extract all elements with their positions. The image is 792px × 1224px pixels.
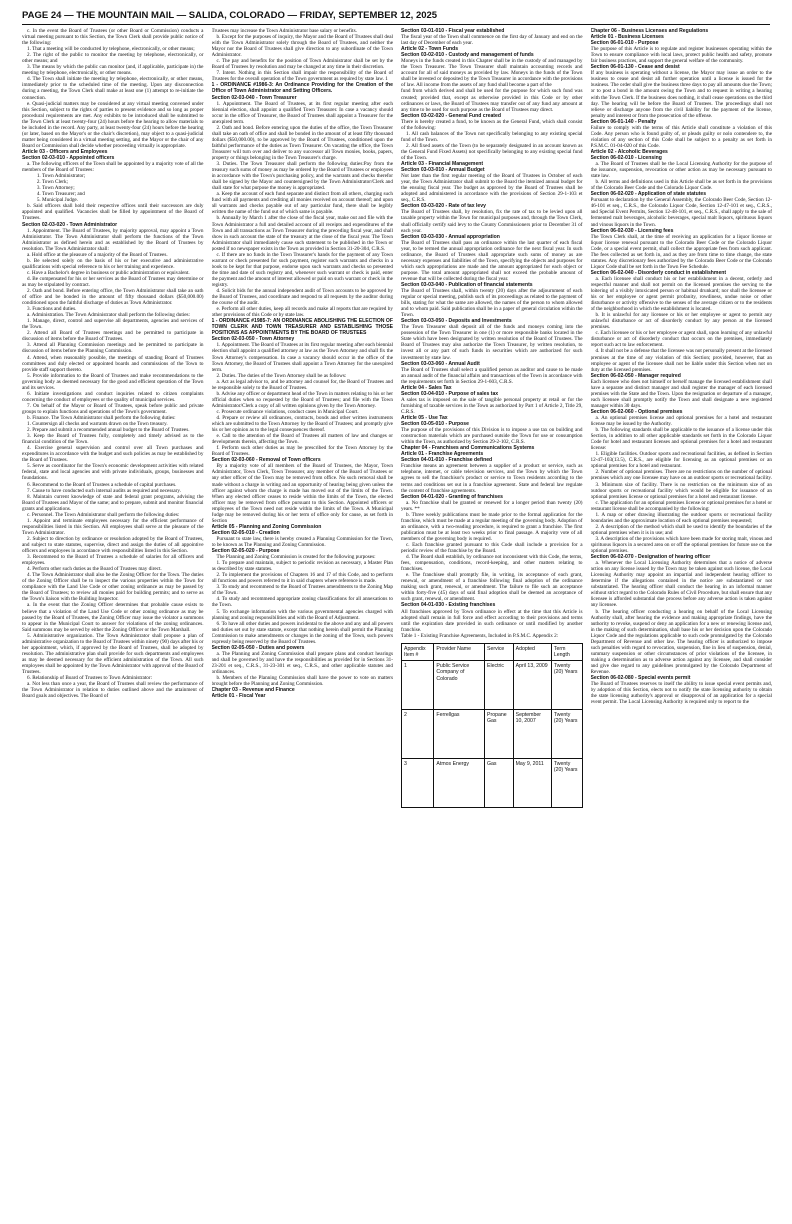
section-heading: Section 03-02-010 - Custody and management of funds [401, 52, 534, 59]
paragraph: 4. The Town Administrator shall also be the Zoning Officer for the Town. The duties of the Zoning Officer shall be to inspect the various properties within the Town for compliance with the Land Use Code or other zoning ordinance as may be passed by the Board of Trustees; to review all monies paid for building permits; and to serve as the Town's liaison with the Building Inspector. [22, 572, 204, 603]
paragraph: 5. Provide information to the Board of Trustees and make recommendations to the governing body as deemed necessary for the good and efficient operation of the Town and its services. [22, 372, 204, 391]
paragraph: 3. The means by which the public can monitor (and, if applicable, participate in) the meeting by telephone, electronically, or other means. [22, 64, 204, 77]
paragraph: 3. To study and recommend to the Board of Trustees amendments to the Zoning Map of the Town. [211, 584, 393, 597]
paragraph: d. The Board shall establish, by ordinance not inconsistent with this Code, the terms, fees, compensation, conditions, record-keeping, and other matters relating to franchises. [401, 554, 583, 573]
table-cell: September 10, 2007 [513, 710, 551, 759]
paragraph: c. Each franchise granted pursuant to this Code shall include a provision for a periodic review of the franchise by the Board. [401, 541, 583, 555]
table-header-cell: Provider Name [434, 643, 485, 660]
table-header-cell: Service [485, 643, 514, 660]
paragraph: a. Keep the account of each fund separate and distinct from all others, charging such fund with all payments and crediting all monies received on account thereof; and upon all warrants and checks payable out of any particular fund, there shall be legibly written the name of the fund out of which same is payable. [211, 191, 393, 216]
section-heading: Section 02-03-010 - Appointed officers [22, 154, 115, 161]
table-header-cell: Adopted [513, 643, 551, 660]
section-heading: Section 06-02-040 - Disorderly conduct in establishment [590, 269, 727, 276]
paragraph: 8. Maintain current knowledge of state and federal grant programs, advising the Board of Trustees and Mayor of the same; and to prepare, submit and monitor financial grants and applications. [22, 493, 204, 512]
paragraph: e. Perform all other duties, keep all records and make all reports that are required by other provisions of this Code or by state law. [211, 306, 393, 319]
article-heading: Article 05 - Planning and Zoning Commission [211, 523, 322, 530]
paragraph: 2. Prepare and submit a recommended annual budget to the Board of Trustees. [27, 427, 190, 434]
paragraph: 6. Initiate investigations and conduct inquiries related to citizen complaints concerning the conduct of employees or the quality of municipal services. [22, 390, 204, 403]
section-heading: Section 06-01-140 - Penalty [590, 118, 657, 125]
paragraph: 1. All cash balances of the Town not specifically belonging to any existing special fund of the Town. [401, 130, 583, 143]
paragraph: e. Call to the attention of the Board of Trustees all matters of law and changes or developments therein, affecting the Town. [211, 433, 393, 446]
paragraph: 2. All fixed assets of the Town (to be separately designated in an account known as the General Fund Fixed Assets) not specifically belonging to any existing special fund of the Town. [401, 142, 583, 161]
paragraph: The Town Treasurer shall deposit all of the funds and moneys coming into the possession of the Town Treasurer in one (1) or more responsible banks located in the State which have been designated by written resolution of the Board of Trustees. The Board of Trustees may also authorize the Town Treasurer, by written resolution, to invest all or any part of such funds in securities which are authorized for such investment by state law. [401, 324, 583, 361]
paragraph: a. No franchise shall be granted or renewed for a longer period than twenty (20) years. ** [401, 499, 583, 512]
column-4 [591, 28, 773, 1216]
paragraph: 4. Attend, when reasonably possible, the meetings of standing Board of Trustees committees and duly elected or appointed boards and commissions of the Town to provide staff support thereto. [22, 354, 204, 373]
paragraph: a. Whenever the Local Licensing Authority determines that a notice of adverse action on any license issued by the Town may be taken against such license, the Local Licensing Authority may appoint an impartial and independent hearing officer to determine if the allegations contained in the notice are substantiated or not substantiated. The hearing officer shall conduct the hearing in an informal manner without strict regard to the Colorado Rules of Civil Procedure, but shall ensure that any licensee is afforded substantial due process before any adverse action is taken against any licensee. [590, 560, 772, 609]
paragraph: The purpose of this Article is to regulate and register businesses operating within the Town to ensure compliance with local laws, protect public health and safety, promote fair business practices, and support the general welfare of the community. [590, 46, 772, 65]
list-item: 5. Municipal Judge. [42, 197, 204, 203]
paragraph: Failure to comply with the terms of this Article shall constitute a violation of this Code. Any person who is found guilty of, or pleads guilty or nolo contendere to, the violation of any section of this Code shall be subject to a penalty as set forth in P.S.M.C. 01-04-020 of this Code. [590, 124, 772, 149]
section-heading: Section 06-01-130 - Cease and desist [590, 64, 680, 71]
table-cell: Atmos Energy [434, 759, 485, 808]
paragraph: If any business is operating without a license, the Mayor may issue an order to the business to cease and desist all further operation until a license is issued for the business. The order shall give the business three days to pay all amounts due the Town; or to post a bond in the amount owing the Town and to request in writing a hearing with the Town Clerk. If the business does nothing, it shall cease operations on the third day. The hearing will be before the Board of Trustees. The proceedings shall not relieve or discharge anyone from the civil liability for the payment of the license, penalty and interest or from the prosecution of the offense. [590, 70, 772, 119]
paragraph: 3. Functions and duties. [27, 306, 77, 313]
page-header: PAGE 24 — THE MOUNTAIN MAIL — SALIDA, COLORADO — FRIDAY, SEPTEMBER 12, 2025 [22, 8, 770, 25]
table-cell: May 9, 2011 [513, 759, 551, 808]
paragraph: 2. Attend all Board of Trustees meetings and be permitted to participate in discussion of items before the Board of Trustees. [22, 330, 204, 343]
paragraph: Trustees may increase the Town Administrator base salary or benefits. [211, 28, 357, 34]
chapter-heading: Chapter 03 - Revenue and Finance [211, 687, 295, 694]
section-heading: Section 06-02-070 - Designation of hearing officer [590, 554, 711, 561]
paragraph: 4. Exercise general supervision and control over all Town purchases and expenditures in accordance with the budget and such policies as may be established by the Board of Trustees. [22, 445, 204, 464]
officer-list [22, 173, 204, 203]
article-heading: Article 03 - Officers and Employees [22, 148, 108, 155]
table-caption: Table 1 - Existing Franchise Agreements, Included in P.S.M.C. Appendix 2: [401, 632, 559, 639]
paragraph: 1. Countersign all checks and warrants drawn on the Town treasury. [27, 421, 168, 428]
paragraph: e. Quasi-judicial matters may be considered at any virtual meeting convened under this Section, subject to the rights of parties to present evidence and so long as proper procedural requirements are met. Any exhibits to be introduced shall be submitted to the Town Clerk at least twenty-four (24) hours before the hearing to allow materials to be included in the record. Any party, at least twenty-four (24) hours before the hearing (or later, based on the Mayor's or the chair's discretion), may object to a quasi-judicial matter being considered in a virtual meeting setting, and the Mayor or the chair of any Board or Commission shall decide whether proceeding virtually is appropriate. [22, 100, 204, 149]
section-heading: Section 03-04-010 - Purpose of sales tax [401, 390, 499, 397]
table-cell: Twenty (20) Years [551, 759, 582, 808]
paragraph: b. All terms and definitions used in this Article shall be as set forth in the provisions of the Colorado Beer Code and the Colorado Liquor Code. [590, 179, 772, 192]
table-header-row [402, 643, 583, 660]
franchise-table [401, 643, 583, 808]
paragraph: 2. The right of the public to monitor the meeting by telephone, electronically, or other means; and [22, 52, 204, 65]
section-heading: Section 02-03-060 - Removal of Town officers [211, 457, 321, 464]
section-heading: Section 03-03-020 - Rate of tax levy [401, 203, 486, 210]
table-header-cell: Appendix Item # [402, 643, 434, 660]
paragraph: 1. That a meeting will be conducted by telephone, electronically, or other means; [27, 46, 195, 53]
paragraph: a. The Planning and Zoning Commission shall prepare plans and conduct hearings and shall be governed by and have the responsibilities as provided for in Sections 31-23-201 et seq., C.R.S., 31-23-301 et seq., C.R.S., and other applicable statutes and ordinances. [211, 650, 393, 675]
paragraph: a. An optional premises license and optional premises for a hotel and restaurant license may be issued by the Authority. [590, 415, 772, 428]
paragraph: Franchise means an agreement between a supplier of a product or service, such as telephone, internet, or cable television services, and the Town by which the Town agrees to sell the franchisor's product or service to Town residents according to the terms and conditions set out in a franchise agreement. State and federal law regulate the content of franchise agreements. [401, 463, 583, 494]
paragraph: 2. Oath and bond. Before entering upon the duties of the office, the Town Treasurer shall take an oath of office and shall be bonded in the amount of at least fifty thousand dollars ($50,000.00), to be approved by the Board of Trustees, conditioned upon the faithful performance of the duties as Town Treasurer. On vacating the office, the Town Treasurer will turn over and deliver to any successor all Town monies, books, papers, property or things belonging in the Town Treasurer's charge. [211, 124, 393, 161]
section-heading: Section 02-05-010 - Creation [211, 529, 280, 536]
table-cell: 2 [402, 710, 434, 759]
paragraph: c. Prosecute ordinance violations, conduct cases in Municipal Court. [216, 408, 359, 415]
paragraph: 3. A description of the provisions which have been made for storing malt, vinous and spirituous liquors in a secured area on or off the optional premises for future use on the optional premises. [590, 535, 772, 555]
article-heading: Article 03 - Financial Management [401, 161, 484, 168]
paragraph: e. The franchisee shall promptly file, in writing, its acceptance of each grant, renewal, or amendment of a franchise following final adoption of the ordinance making such grant, renewal, or amendment. The failure to file such an acceptance within forty-five (45) days of said final adoption shall be deemed an acceptance of such grant, renewal, or amendment. [401, 572, 583, 603]
paragraph: 2. A description of the method which shall be used to identify the boundaries of the optional premises when it is in use; and [590, 523, 772, 536]
paragraph: Moneys in the funds created in this Chapter shall be in the custody of and managed by the Town Treasurer. The Town Treasurer shall maintain accounting records and account for all of said moneys as provided by law. Moneys in the funds of the Town shall be invested or deposited by the Town Treasurer in accordance with the provisions of law. All income from the assets of any fund shall become a part of the [401, 58, 583, 89]
paragraph: 7. Cause to have conducted such internal audits as required and necessary. [27, 487, 181, 494]
paragraph: The fiscal year of the Town shall commence on the first day of January and end on the last day of December of each year. [401, 34, 583, 47]
paragraph: b. Annually by March 1 after the close of the fiscal year, make out and file with the Town Administrator a full and detailed account of all receipts and expenditures of the Town and all transactions as Town Treasurer during the preceding fiscal year, and shall show in such account the state of the treasury at the close of the fiscal year. The Town Administrator shall immediately cause such statement to be published in the Town or posted if no newspaper exists in the Town as provided in Section 31-20-304, C.R.S. [211, 215, 393, 252]
paragraph: b. It is unlawful for any licensee or his or her employee or agent to permit any unlawful disturbance or act of disorderly conduct by any person at the licensed premises. [590, 312, 772, 331]
paragraph: a. Not less than once a year, the Board of Trustees shall review the performance of the Town Administrator in relation to duties outlined above and the attainment of Board goals and objectives. The Board of [22, 681, 204, 700]
paragraph: c. The application for an optional premises license or optional premises for a hotel or restaurant license shall be accompanied by the following: [590, 499, 772, 512]
section-heading: Section 03-05-010 - Purpose [401, 421, 469, 428]
paragraph: 3. Duties. The Town Treasurer shall perform the following duties:Pay from the treasury such sums of money as may be ordered by the Board of Trustees or employees in accordance with the Town's purchasing policy, and the warrants and checks therefor shall be signed by the Mayor and countersigned by the Town Administrator/Clerk and shall state for what purpose the money is appropriated. [211, 161, 393, 192]
paragraph: 6. Recommend to the Board of Trustees a schedule of capital purchases. [27, 481, 177, 488]
section-heading: Section 04-01-010 - Franchise defined [401, 457, 493, 464]
paragraph: Each licensee who does not himself or herself manage the licensed establishment shall have a separate and distinct manager and shall register the manager of each licensed premises with the State and the Town. Upon the resignation or departure of a manager, each licensee shall promptly notify the Town and shall designate a new registered manager within 30 days. [590, 378, 772, 409]
paragraph: c. Personnel. The Town Administrator shall perform the following duties: [27, 511, 180, 518]
paragraph: Not later than the first regular meeting of the Board of Trustees in October of each year, the Town Administrator shall submit to the Board the itemized annual budget for the ensuing fiscal year. The budget as approved by the Board of Trustees shall be adopted and administered in accordance with the provisions of Section 29-1-103 et seq., C.R.S. [401, 173, 583, 204]
paragraph: 1. Appoint and terminate employees necessary for the efficient performance of responsibilities listed in this Section. All employees shall serve at the pleasure of the Town Administrator. [22, 517, 204, 536]
paragraph: 2. To implement the provisions of Chapters 16 and 17 of this Code, and to perform all functions and powers referred to it in said chapters where reference is made. [211, 572, 393, 585]
section-heading: Section 03-03-030 - Annual appropriation [401, 233, 500, 240]
paragraph: a. Administration. The Town Administrator shall perform the following duties: [27, 312, 190, 319]
paragraph: The Planning and Zoning Commission is created for the following purposes: [216, 554, 376, 561]
column-1 [22, 28, 204, 1216]
paragraph: A sales tax is imposed on the sale of tangible personal property at retail or for the furnishing of taxable services in the Town as authorized by Part 1 of Article 2, Title 29, C.R.S. [401, 396, 583, 415]
section-heading: Section 03-01-010 - Fiscal year established [401, 28, 505, 34]
paragraph: a. The following officers of the Town shall be appointed by a majority vote of all the members of the Board of Trustees: [22, 161, 204, 174]
article-heading: Article 02 - Town Funds [401, 46, 459, 53]
section-heading: Section 03-03-040 - Publication of financial statements [401, 281, 533, 288]
paragraph: 2. Duties. The duties of the Town Attorney shall be as follows: [216, 372, 347, 379]
paragraph: d. Solicit bids for the annual independent audit of Town accounts to be approved by the Board of Trustees, and coordinate and respond to all requests by the auditor during the course of the audit. [211, 288, 393, 307]
table-cell: Gas [485, 759, 514, 808]
paragraph: b. The following standards shall be applicable to the issuance of a license under this Section, in addition to all other applicable standards set forth in the Colorado Liquor Code for hotel and restaurant licenses and optional premises for a hotel and restaurant license: [590, 427, 772, 452]
table-cell: April 13, 2009 [513, 661, 551, 710]
paragraph: The purpose of the provisions of this Division is to impose a use tax on building and construction materials which are purchased outside the Town for use or consumption within the Town, as authorized by Section 29-2-102, C.R.S. [401, 427, 583, 446]
section-heading: Section 06-02-080 - Special events permit [590, 675, 691, 682]
column-3 [401, 28, 583, 1216]
section-heading: Section 06-01-010 - Purpose [590, 40, 659, 47]
paragraph: The Board of Trustees shall, within twenty (20) days after the adjournment of each regular or special meeting, publish such of its proceedings as related to the payment of bills, stating for what the same are allowed, the names of the person to whom allowed and to whom paid. Said publication shall be in a paper of general circulation within the Town. [401, 288, 583, 319]
table-cell: 3 [402, 759, 434, 808]
paragraph: Pursuant to state law, there is hereby created a Planning Commission for the Town, to be known as The Planning and Zoning Commission. [211, 535, 393, 548]
table-cell: Electric [485, 661, 514, 710]
article-heading: Article 01 - Franchise Agreements [401, 451, 484, 458]
paragraph: 1. Appointment. The Board of Trustees at its first regular meeting after each biennial election shall appoint a qualified attorney at law as the Town Attorney and shall fix the Town Attorney's compensation. In case a vacancy should occur in the office of the Town Attorney, the Board of Trustees shall appoint a Town Attorney for the unexpired term. [211, 342, 393, 373]
section-heading: Section 03-03-060 - Annual Audit [401, 360, 480, 367]
paragraph: 6. To have all other duties and powers incidental to the above and any and all powers and duties set out by state statute, except that nothing herein shall permit the Planning Commission to make amendments or changes in the zoning of the Town, such powers expressly being reserved by the Board of Trustees. [211, 620, 393, 645]
table-cell: Twenty (20) Years [551, 710, 582, 759]
chapter-heading: Chapter 06 - Business Licenses and Regulations [590, 28, 709, 34]
paragraph: a. The Board of Trustees shall be the Local Licensing Authority for the purpose of the issuance, suspension, revocation or other action as may be necessary pursuant to state law. [590, 161, 772, 180]
paragraph: 2. Subject to direction by ordinance or resolution adopted by the Board of Trustees, and subject to state statutes, supervise, direct and assign the duties of all appointive officers and employees in accordance with responsibilities listed in this Section. [22, 535, 204, 555]
paragraph: 1. Appointment. The Board of Trustees, by majority approval, may appoint a Town Administrator. The Town Administrator shall perform the functions of the Town Administrator as defined herein and as established by the Board of Trustees by resolution. The Town Administrator shall: [22, 227, 204, 252]
paragraph: 1. A map or other drawing illustrating the outdoor sports or recreational facility boundaries and the approximate location of each optional premises requested; [590, 511, 772, 524]
paragraph: b. Said officers shall hold their respective offices until their successors are duly appointed and qualified. Vacancies shall be filled by appointment of the Board of Trustees. [22, 203, 204, 222]
paragraph: a. In the event that the Zoning Officer determines that probable cause exists to believe that a violation of the Land Use Code or other zoning ordinance as may be passed by the Board of Trustees, the Zoning Officer may issue the violator a summons to appear in the Municipal Court to answer for violations of the zoning ordinances. Said summons may be served by either the Zoning Officer or the Town Marshall. [22, 602, 204, 633]
paragraph: There is hereby created a fund, to be known as the General Fund, which shall consist of the following: [401, 118, 583, 131]
paragraph: d. The Town shall initiate the meeting by telephone, electronically, or other means, immediately prior to the scheduled time of the meeting. Upon any disconnection during a meeting, the Town Clerk shall make at least one (1) attempt to re-initiate the connection. [22, 76, 204, 101]
paragraph: c. If there are no funds in the Town Treasurer's hands for the payment of any Town warrant or check presented for such payment, register such warrants and checks in a book to be kept for that purpose, endorse upon such warrants and checks so presented the time and date of such registry and, whenever such warrant or check is paid, enter the payment and the amount of interest allowed or paid on such warrant or check in the registry. [211, 251, 393, 288]
article-heading: Article 01 - Business Licenses [590, 34, 664, 41]
table-row [402, 759, 583, 808]
section-heading: Section 06-02-010 - Licensing [590, 154, 662, 161]
paragraph: 5. Serve as coordinator for the Town's economic development activities with related federal, state and local agencies and with private individuals, groups, businesses and foundations. [22, 463, 204, 482]
table-cell: Public Service Company of Colorado [434, 661, 485, 710]
section-heading: Section 03-03-010 - Annual Budget [401, 167, 485, 174]
paragraph: c. The pay and benefits for the position of Town Administrator shall be set by the Board of Trustees by resolution and may be changed at any time in their discretion. [211, 58, 393, 71]
paragraph: 1. Eligible facilities. Outdoor sports and recreational facilities, as defined in Section 12-47-103(13.5), C.R.S., are eligible for licensing as an optional premises or an optional premises for a hotel and restaurant. [590, 451, 772, 470]
paragraph: 7. On behalf of the Mayor or Board of Trustees, speak before public and private groups to explain functions and operations of the Town's government. [22, 402, 204, 415]
paragraph: b. Finance. The Town Administrator shall perform the following duties: [27, 415, 176, 421]
section-heading: Section 03-03-050 - Deposits and Investments [401, 318, 512, 325]
table-cell: Ferrellgas [434, 710, 485, 759]
section-heading: Section 03-02-020 - General Fund created [401, 112, 501, 119]
paragraph: All franchises approved by Town ordinance in effect at the time that this Article is adopted shall remain in full force and effect according to their provisions and terms until the expiration date provided in such ordinance or until modified by another franchise. [401, 608, 583, 633]
paragraph: 5. To exchange information with the various governmental agencies charged with planning and zoning responsibilities and with the Board of Adjustment. [211, 608, 393, 621]
paragraph: d. It shall not be a defense that the licensee was not personally present at the licensed premises at the time of any violation of this Section; provided, however, that an employee or agent of the licensee shall not be liable under this Section when not on duty at the licensed premises. [590, 348, 772, 373]
paragraph: c. In the event the Board of Trustees (or other Board or Commission) conducts a virtual meeting pursuant to this Section, the Town Clerk shall provide public notice of the following: [22, 28, 204, 47]
table-header-cell: Term Length [551, 643, 582, 660]
paragraph: c. Each licensee or his or her employee or agent shall, upon learning of any unlawful disturbance or act of disorderly conduct that occurs on the premises, immediately report such act to law enforcement. [590, 330, 772, 349]
section-heading: Section 06-02-060 - Optional premises [590, 408, 683, 415]
paragraph: 3. Minimum size of facility. There is no restriction on the minimum size of an outdoor sports or recreational facility which would be eligible for issuance of an optional premises license or optional premises for a hotel and restaurant license. [590, 481, 772, 500]
section-heading: Section 02-03-040 - Town Treasurer [211, 94, 297, 101]
paragraph: 3. Keep the Board of Trustees fully, completely and timely advised as to the financial condition of the Town. [22, 433, 204, 446]
paragraph: The Board of Trustees shall select a qualified person as auditor and cause to be made an annual audit of the financial affairs and transactions of the Town in accordance with the requirements set forth in Section 29-1-603, C.R.S. [401, 366, 583, 385]
paragraph: b. Three weekly publications must be made prior to the formal application for the franchise, which must be made at a regular meeting of the governing body. Adoption of an ordinance, with a two-reading procedure, is required to grant a franchise. The first publication must be at least two weeks prior to final passage. A majority vote of all members of the governing body is required. [401, 511, 583, 542]
paragraph: f. Perform such other duties as may be prescribed for the Town Attorney by the Board of Trustees. [211, 445, 393, 458]
paragraph: b. Except for the purposes of inquiry, the Mayor and the Board of Trustees shall deal with the Town Administrator solely through the Board of Trustees, and neither the Mayor nor the Board of Trustees shall give direction to any subordinate of the Town Administrator. [211, 34, 393, 59]
article-heading: Article 01 - Fiscal Year [211, 693, 266, 700]
paragraph: The Board of Trustees reserves to itself the ability to issue special event permits and, by adoption of this Section, elects not to notify the state licensing authority to obtain the state licensing authority's approval or disapproval of an application for a special event permit. The Local Licensing Authority is required only to report to the [590, 681, 772, 706]
paragraph: 1. To prepare and maintain, subject to periodic revision as necessary, a Master Plan as described by state statutes. [211, 560, 393, 573]
paragraph: 1. Manage, direct, control and supervise all departments, agencies and services of the Town. [22, 318, 204, 331]
section-heading: Section 02-05-050 - Duties and powers [211, 644, 305, 651]
table-row [402, 710, 583, 759]
section-heading: Section 04-01-030 - Existing franchises [401, 602, 496, 609]
paragraph: 6. Relationship of Board of Trustees to Town Administrator: [27, 675, 153, 682]
section-heading: Section 02-03-050 - Town Attorney [211, 336, 295, 343]
paragraph: a. Act as legal advisor to, and be attorney and counsel for, the Board of Trustees and be responsible solely to the Board of Trustees. [211, 378, 393, 391]
paragraph: c. Have a Bachelor's degree in business or public administration or equivalent. [27, 269, 190, 276]
paragraph: 4. To study and recommend appropriate zoning classifications for all annexations to the Town. [211, 596, 393, 609]
section-heading: Section 06-02-030 - Licensing fees [590, 227, 674, 234]
article-heading: Article 02 - Alcoholic Beverages [590, 148, 668, 155]
paragraph: 2. Oath and bond. Before entering office, the Town Administrator shall take an oath of office and be bonded in the amount of fifty thousand dollars ($50,000.00) conditioned upon the faithful discharge of duties as Town Administrator. [22, 288, 204, 307]
section-heading: Section 02-05-020 - Purpose [211, 548, 280, 555]
paragraph: 5. Administrative organization. The Town Administrator shall propose a plan of administrative organization to the Board of Trustees within ninety (90) days after his or her appointment, which, if approved by the Board of Trustees, shall be adopted by resolution. The administrative plan shall provide for such departments and employees as may be deemed necessary for the efficient administration of the Town. All such employees shall be appointed by the Town Administrator with approval of the Board of Trustees. [22, 632, 204, 675]
table-row [402, 661, 583, 710]
section-heading: Section 06-02-050 - Manager required [590, 372, 681, 379]
article-columns [22, 28, 772, 1216]
table-cell: Twenty (20) Years [551, 661, 582, 710]
paragraph: a. Each licensee shall conduct his or her establishment in a decent, orderly and respectful manner and shall not permit on the licensed premises the serving to the loitering of a visibly intoxicated person or habitual drunkard; nor shall the licensee or his or her employee or agent permit profanity, rowdiness, undue noise or other disturbance or activity offensive to the senses of the average citizen or to the residents of the neighborhood in which the establishment is located. [590, 275, 772, 313]
ordinance-heading: 1 - ORDINANCE #1985-7: AN ORDINANCE ABOLISHING THE ELECTION OF TOWN CLERK AND TOWN TREASURER AND ESTABLISHING THOSE POSITIONS AS APPOINTMENTS BY THE BOARD OF TRUSTEES [211, 318, 393, 337]
paragraph: 2. Number of optional premises. There are no restrictions on the number of optional premises which any one licensee may have on an outdoor sports or recreational facility. [590, 469, 772, 482]
article-heading: Article 04 - Sales Tax [401, 384, 452, 391]
list-item: 1. Town Administrator; [42, 173, 204, 179]
paragraph: 3. Recommend to the Board of Trustees a schedule of salaries for all officers and employees. [22, 554, 204, 567]
ordinance-heading: 1 - ORDINANCE #1986-3: An Ordinance Providing for the Creation of the Office of Town Administrator and Setting Officers. [211, 82, 393, 95]
list-item: 3. Town Attorney; [42, 185, 204, 191]
paragraph: The Board of Trustees shall, by resolution, fix the rate of tax to be levied upon all taxable property within the Town for municipal purposes and, through the Town Clerk, shall officially certify said levy to the County Commissioners prior to December 31 of each year. [401, 209, 583, 234]
paragraph: a. Hold office at the pleasure of a majority of the Board of Trustees. [27, 251, 168, 258]
paragraph: b. Advise any officer or department head of the Town in matters relating to his or her official duties when so requested by the Board of Trustees; and file with the Town Administrator/Clerk a copy of all written opinions given by the Town Attorney. [211, 390, 393, 409]
paragraph: 3. Attend all Planning Commission meetings and be permitted to participate in discussion of items before the Planning Commission. [22, 342, 204, 355]
section-heading: Section 04-01-020 - Granting of franchises [401, 493, 503, 500]
paragraph: The Board of Trustees shall pass an ordinance within the last quarter of each fiscal year, to be termed the annual appropriation ordinance for the next fiscal year. In such ordinance, the Board of Trustees shall appropriate such sums of money as are necessary expenses and liabilities of the Town, specifying the objects and purposes for which such appropriations are made and the amount appropriated for each object or purpose. The total amount appropriated shall not exceed the probable amount of revenue that will be collected during the fiscal year. [401, 239, 583, 282]
paragraph: d. Prepare or review all ordinances, contracts, bonds and other written instruments which are submitted to the Town Attorney by the Board of Trustees; and promptly give his or her opinion as to the legal consequences thereof. [211, 415, 393, 434]
paragraph: 1. Appointment. The Board of Trustees, at its first regular meeting after each biennial election, shall appoint a qualified Town Treasurer. In case a vacancy should occur in the office of Treasurer, the Board of Trustees shall appoint a Treasurer for the unexpired term. [211, 100, 393, 125]
paragraph: b. Members of the Planning Commission shall have the power to vote on matters brought before the Planning and Zoning Commission. [211, 675, 393, 688]
table-cell: 1 [402, 661, 434, 710]
paragraph: d. Be compensated for his or her services as the Board of Trustees may determine or as may be stipulated by contract. [22, 275, 204, 288]
section-heading: Section 02-03-020 - Town Administrator [22, 221, 118, 228]
table-cell: Propane Gas [485, 710, 514, 759]
section-heading: Section 06-02-020 - Application of state statutes [590, 191, 707, 198]
paragraph: 4. Perform other such duties as the Board of Trustees may direct. [27, 566, 162, 573]
paragraph: fund from which derived and shall be used for the purpose for which such fund was created; provided that, except as otherwise provided in this Code or by other ordinances or laws, the Board of Trustees may transfer out of any fund any amount at any time to be used for such purpose as the Board of Trustees may direct. [401, 88, 583, 113]
paragraph: The Town Clerk shall, at the time of receiving an application for a liquor license or liquor license renewal pursuant to the Colorado Beer Code or the Colorado Liquor Code, or a special event permit, shall collect the appropriate fees from such applicant. The fees collected as set forth in, and as they are from time to time change, the state statutes. Any discretionary fees authorized by the Colorado Beer Code or the Colorado Liquor Code shall be set forth in the Town Fee Schedule. [590, 233, 772, 270]
list-item: 2. Town Clerk; [42, 179, 204, 185]
paragraph: 7. Intent. Nothing in this Section shall impair the responsibility of the Board of Trustees for the overall operation of the Town government as required by state law. 1 [211, 70, 393, 83]
paragraph: Pursuant to declaration by the General Assembly, the Colorado Beer Code, Section 12-46-101 et seq., C.R.S., the Colorado Liquor Code, Section 12-47-101 et seq., C.R.S., and Special Event Permits, Section 12-48-101, et seq., C.R.S., shall apply to the sale of fermented malt beverages, alcoholic beverages, special malt liquors, spirituous liquors and vinous liquors in the Town. [590, 197, 772, 228]
chapter-heading: Chapter 04 - Franchises and Communications Systems [401, 445, 535, 452]
paragraph: By a majority vote of all members of the Board of Trustees, the Mayor, Town Administrator, Town Clerk, Town Treasurer, any member of the Board of Trustees or any other officer of the Town may be removed from office. No such removal shall be made without a charge in writing and an opportunity of hearing being given unless the officer against whom the charge is made has moved out of the limits of the Town. When any elected officer ceases to reside within the limits of the Town, the elected officer may be removed from office pursuant to this Section. Appointed officers or employees of the Town need not reside within the limits of the Town. A Municipal Judge may be removed during his or her term of office only for cause, as set forth in Section [211, 463, 393, 524]
paragraph: b. Be selected solely on the basis of his or her executive and administrative qualifications with special reference to his or her training and experience. [22, 257, 204, 270]
article-heading: Article 05 - Use Tax [401, 415, 448, 421]
column-2 [212, 28, 394, 1216]
list-item: 4. Town Treasurer; and [42, 191, 204, 197]
paragraph: b. The hearing officer conducting a hearing on behalf of the Local Licensing Authority shall, after hearing the evidence and making appropriate findings, have the authority to revoke, suspend or deny an application for a new or renewing license and, in the making of such determination, shall base his or her decision upon the Colorado Liquor Code and the regulations applicable to such code promulgated by the Colorado Department of Revenue and other law. The hearing officer is authorized to impose such penalties with regard to revocation, suspension, fine in lieu of suspension, denial, summary suspension or other circumstances of prior violations of the licensee, in making a determination as to adverse action against any licensee, and shall consider and give due regard to any guidelines promulgated by the Colorado Department of Revenue. [590, 608, 772, 675]
